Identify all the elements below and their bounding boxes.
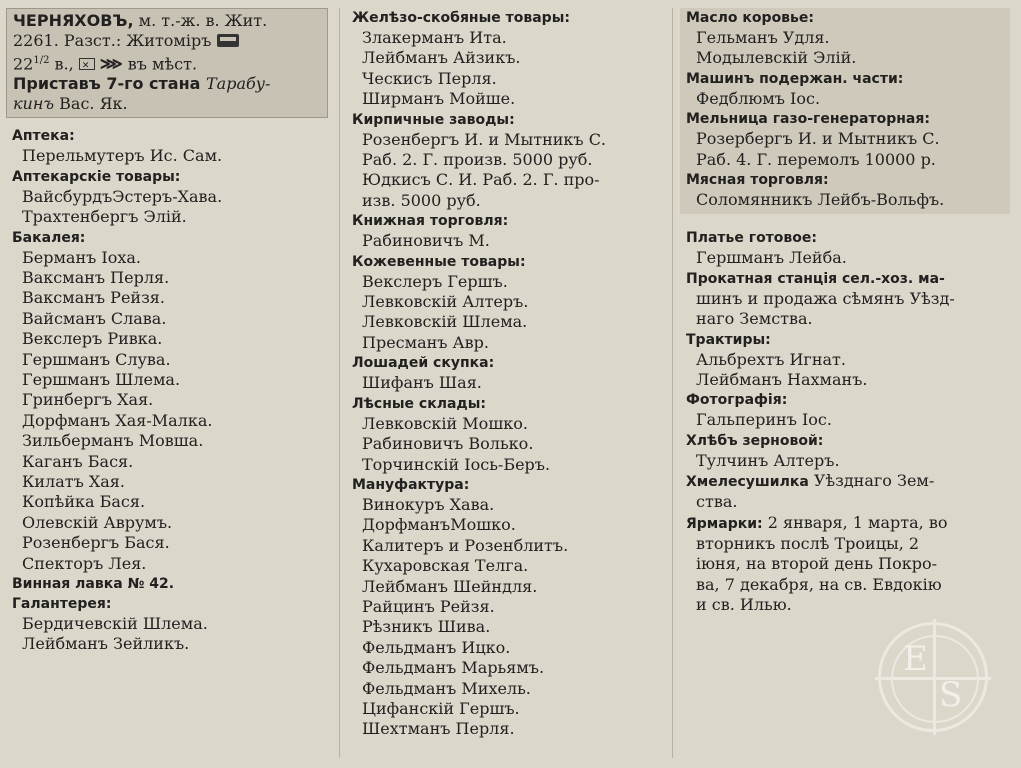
directory-section [6, 126, 332, 166]
business-entry: Фельдманъ Михель. [362, 678, 531, 698]
business-entry: Перельмутеръ Ис. Сам. [22, 146, 223, 166]
section-heading: Хлѣбъ зерновой: [686, 432, 824, 449]
fairs-line: іюня, на второй день Покро- [696, 554, 938, 574]
business-entry: Рабиновичъ М. [362, 231, 490, 251]
section-heading: Кирпичные заводы: [352, 111, 515, 128]
business-entry: Трахтенбергъ Элій. [22, 207, 187, 227]
business-entry: наго Земства. [696, 309, 813, 329]
business-entry: Килатъ Хая. [22, 472, 125, 492]
business-entry: ства. [696, 492, 738, 512]
directory-section [346, 353, 664, 393]
fairs-line: ва, 7 декабря, на св. Евдокію [696, 574, 942, 594]
section-heading: Прокатная станція сел.-хоз. ма- [686, 270, 945, 287]
business-entry: Злакерманъ Ита. [362, 28, 507, 47]
business-entry: Гельманъ Удля. [696, 28, 830, 47]
section-heading: Трактиры: [686, 331, 771, 348]
business-entry: Соломянникъ Лейбъ-Вольфъ. [696, 190, 945, 210]
business-entry: ДорфманъМошко. [362, 515, 516, 535]
section-heading: Бакалея: [12, 229, 86, 246]
section-heading: Машинъ подержан. части: [686, 70, 904, 87]
business-entry: изв. 5000 руб. [362, 190, 481, 210]
distance-info: 2261. Разст.: Житоміръ [13, 31, 212, 50]
fairs-section [680, 513, 1010, 616]
directory-section [346, 8, 664, 110]
business-entry: Спекторъ Лея. [22, 553, 147, 573]
section-heading: Мясная торговля: [686, 172, 829, 189]
column-divider [339, 8, 340, 758]
business-entry: Каганъ Бася. [22, 451, 134, 471]
business-entry: Копѣйка Бася. [22, 492, 146, 512]
business-entry: Торчинскій Іось-Беръ. [362, 454, 551, 474]
business-entry: Ваксманъ Рейзя. [22, 288, 165, 308]
directory-section [680, 390, 1010, 430]
directory-section [680, 109, 1010, 170]
business-entry: Кухаровская Телга. [362, 556, 529, 576]
section-heading: Аптека: [12, 128, 75, 145]
section-heading: Винная лавка № 42. [12, 576, 175, 593]
business-entry: Раб. 4. Г. перемолъ 10000 р. [696, 149, 936, 169]
business-entry: Райцинъ Рейзя. [362, 596, 495, 616]
logo-crosshair-v [933, 619, 936, 735]
business-entry: Гершманъ Слува. [22, 349, 171, 369]
fairs-title: Ярмарки: [686, 515, 763, 532]
business-entry: Рабиновичъ Волько. [362, 434, 534, 454]
business-entry: Розербергъ И. и Мытникъ С. [696, 129, 940, 149]
business-entry: Ширманъ Мойше. [362, 89, 516, 109]
directory-section [6, 167, 332, 228]
business-entry: Пресманъ Авр. [362, 332, 489, 352]
directory-section [680, 471, 1010, 512]
business-entry: Лейбманъ Нахманъ. [696, 370, 868, 390]
distance-fraction: 1/2 [33, 55, 50, 66]
section-heading: Мануфактура: [352, 476, 470, 493]
fairs-line: и св. Илью. [696, 594, 792, 614]
business-entry: Левковскій Алтеръ. [362, 292, 529, 312]
directory-section [346, 394, 664, 475]
business-entry: Ваксманъ Перля. [22, 267, 170, 287]
business-entry: Модылевскій Элій. [696, 48, 857, 68]
officer-title: Приставъ 7-го стана [13, 74, 206, 94]
business-entry: Берманъ Іоха. [22, 247, 141, 267]
section-heading: Книжная торговля: [352, 213, 509, 230]
business-entry: Векслеръ Ривка. [22, 329, 163, 349]
section-heading: Платье готовое: [686, 230, 817, 247]
business-entry: Рѣзникъ Шива. [362, 617, 491, 637]
column-3-upper-sections [680, 8, 1010, 214]
directory-section [680, 269, 1010, 330]
town-info: м. т.-ж. в. Жит. [133, 11, 268, 30]
directory-section [6, 228, 332, 575]
fairs-heading [680, 513, 1010, 534]
directory-section [6, 574, 332, 594]
section-heading: Мельница газо-генераторная: [686, 111, 930, 128]
business-entry: Калитеръ и Розенблитъ. [362, 535, 569, 555]
section-heading: Аптекарскіе товары: [12, 168, 181, 185]
local-info: въ мѣст. [122, 54, 198, 74]
column-2-sections [346, 8, 664, 740]
town-name: ЧЕРНЯХОВЪ, [13, 11, 134, 30]
section-heading: Фотографія: [686, 392, 788, 409]
business-entry: Розенбергъ И. и Мытникъ С. [362, 129, 607, 149]
column-2 [346, 8, 664, 740]
business-entry: Лейбманъ Айзикъ. [362, 48, 521, 68]
business-entry: Альбрехтъ Игнат. [696, 349, 846, 369]
business-entry: Раб. 2. Г. произв. 5000 руб. [362, 150, 593, 170]
directory-section [680, 69, 1010, 109]
business-entry: Векслеръ Гершъ. [362, 271, 508, 291]
directory-section [680, 431, 1010, 471]
town-header [6, 8, 328, 118]
section-heading: Галантерея: [12, 596, 112, 613]
column-3-lower-sections [680, 228, 1010, 615]
business-entry: Федблюмъ Іос. [696, 88, 821, 108]
hmel-rest-text: Уѣзднаго Зем- [808, 471, 935, 491]
telegraph-icon: ⋙ [99, 54, 123, 74]
directory-section [680, 8, 1010, 69]
directory-section [6, 594, 332, 655]
logo-letter-e: E [903, 639, 928, 679]
business-entry: Фельдманъ Ицко. [362, 637, 511, 657]
watermark-logo [878, 622, 988, 732]
business-entry: ВайсбурдъЭстеръ-Хава. [22, 186, 223, 206]
business-entry: Левковскій Шлема. [362, 312, 528, 332]
distance-unit: в., [49, 54, 74, 74]
section-heading: Лѣсные склады: [352, 395, 486, 412]
business-entry: Гершманъ Лейба. [696, 248, 847, 268]
business-entry: Дорфманъ Хая-Малка. [22, 410, 213, 430]
business-entry: Шифанъ Шая. [362, 373, 482, 393]
fairs-line: 2 января, 1 марта, во [762, 512, 948, 532]
business-entry: Лейбманъ Шейндля. [362, 576, 538, 596]
officer-initials: Вас. Як. [54, 94, 128, 114]
business-entry: Тулчинъ Алтеръ. [696, 450, 840, 470]
section-heading: Масло коровье: [686, 10, 814, 26]
directory-section [680, 170, 1010, 210]
directory-section [346, 211, 664, 251]
business-entry: Фельдманъ Марьямъ. [362, 658, 545, 678]
column-divider [672, 8, 673, 758]
column-3 [680, 8, 1010, 614]
business-entry: Гринбергъ Хая. [22, 390, 154, 410]
business-entry: Бердичевскій Шлема. [22, 614, 208, 634]
directory-section [346, 110, 664, 212]
business-entry: Цифанскій Гершъ. [362, 698, 520, 718]
officer-name: Тарабу- [206, 74, 271, 94]
business-entry: Зильберманъ Мовша. [22, 431, 204, 451]
business-entry: Гальперинъ Іос. [696, 410, 832, 430]
business-entry: Розенбергъ Бася. [22, 533, 170, 553]
section-heading: Кожевенные товары: [352, 253, 526, 270]
directory-section [680, 330, 1010, 391]
section-heading: Хмелесушилка Уѣзднаго Зем- [686, 471, 935, 491]
directory-section [680, 228, 1010, 268]
column-1-sections [6, 126, 332, 655]
business-entry: Левковскій Мошко. [362, 413, 528, 433]
business-entry: Лейбманъ Зейликъ. [22, 634, 190, 654]
business-entry: шинъ и продажа сѣмянъ Уѣзд- [696, 288, 955, 308]
post-office-icon [79, 58, 95, 70]
directory-section [346, 252, 664, 354]
business-entry: Винокуръ Хава. [362, 494, 495, 514]
officer-name-cont: кинъ [13, 94, 55, 114]
column-1 [6, 8, 332, 655]
section-heading: Желѣзо-скобяные товары: [352, 10, 570, 26]
distance-value: 22 [13, 54, 34, 74]
business-entry: Гершманъ Шлема. [22, 369, 181, 389]
business-entry: Олевскій Аврумъ. [22, 512, 173, 532]
business-entry: Ческисъ Перля. [362, 68, 497, 88]
business-entry: Шехтманъ Перля. [362, 719, 515, 739]
section-heading: Лошадей скупка: [352, 355, 495, 372]
fairs-line: вторникъ послѣ Троицы, 2 [696, 533, 920, 553]
directory-section [346, 475, 664, 740]
logo-letter-s: S [939, 675, 963, 715]
business-entry: Вайсманъ Слава. [22, 308, 167, 328]
business-entry: Юдкисъ С. И. Раб. 2. Г. про- [362, 170, 600, 190]
railway-station-icon [217, 34, 239, 47]
